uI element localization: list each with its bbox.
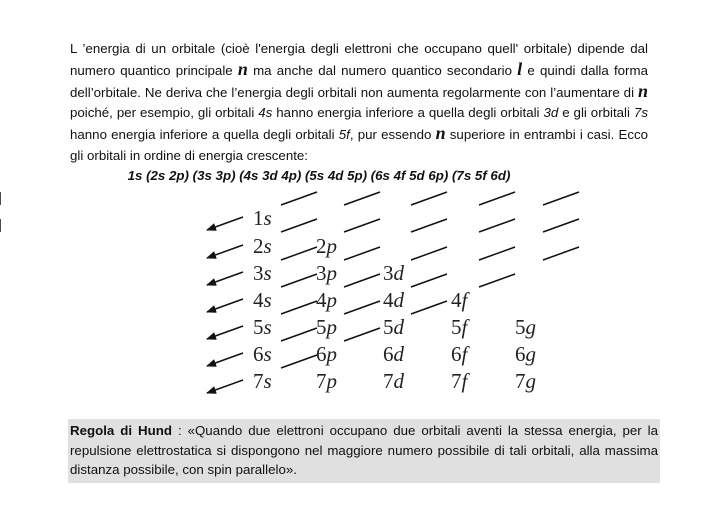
orbital-6d: 6d bbox=[383, 342, 404, 366]
orbital-6s: 6s bbox=[253, 342, 272, 366]
filling-arrow bbox=[207, 217, 243, 230]
orbital-3d: 3d bbox=[543, 105, 559, 121]
filling-arrow-segment bbox=[479, 247, 515, 260]
orbital-6p: 6p bbox=[316, 342, 337, 366]
filling-arrow-segment bbox=[281, 301, 317, 314]
orbital-energy-sequence: 1s (2s 2p) (3s 3p) (4s 3d 4p) (5s 4d 5p) (6s 4f 5d 6p) (7s 5f 6d) bbox=[127, 168, 511, 183]
orbital-7g: 7g bbox=[515, 369, 536, 393]
orbital-4s: 4s bbox=[253, 288, 272, 312]
intro-s4: poiché, per esempio, gli orbitali bbox=[70, 105, 255, 121]
orbital-4d: 4d bbox=[383, 288, 404, 312]
intro-s1: L ’energia di un orbitale (cioè l'energia degli elettroni che occupano quell' orbitale) dipende dal numero quantico principale bbox=[70, 41, 648, 78]
filling-arrow-segment bbox=[344, 219, 380, 232]
hund-rule-box bbox=[68, 419, 660, 483]
intro-s5: hanno energia inferiore a quella degli orbitali bbox=[276, 105, 540, 121]
filling-arrow bbox=[207, 380, 243, 393]
orbital-7d: 7d bbox=[383, 369, 404, 393]
filling-arrow bbox=[207, 353, 243, 366]
hund-rule-text: : «Quando due elettroni occupano due orbitali aventi la stessa energia, per la repulsione elettrostatica si dispongono nel maggiore numero possibile di tali orbitali, alla massima distanza possibile, con spin parallelo». bbox=[70, 423, 658, 477]
filling-arrow-segment bbox=[344, 301, 380, 314]
orbital-1s: 1s bbox=[253, 206, 272, 230]
orbital-5f: 5f bbox=[451, 315, 468, 339]
orbital-5s: 5s bbox=[253, 315, 272, 339]
orbital-4s: 4s bbox=[258, 105, 273, 121]
orbital-2p: 2p bbox=[316, 234, 337, 258]
filling-arrow-segment bbox=[281, 274, 317, 287]
filling-arrow-segment bbox=[543, 219, 579, 232]
orbital-3p: 3p bbox=[316, 261, 337, 285]
filling-arrow-segment bbox=[411, 301, 447, 314]
filling-arrow bbox=[207, 245, 243, 258]
intro-s9: superiore in entrambi i casi. Ecco gli orbitali in ordine di energia crescente: bbox=[70, 127, 649, 163]
filling-arrow-segment bbox=[411, 274, 447, 287]
filling-arrow bbox=[207, 299, 243, 312]
orbital-7s: 7s bbox=[253, 369, 272, 393]
orbital-5p: 5p bbox=[316, 315, 337, 339]
orbital-7p: 7p bbox=[316, 369, 337, 393]
orbital-4f: 4f bbox=[451, 288, 468, 312]
filling-arrow-segment bbox=[281, 247, 317, 260]
filling-arrow-segment bbox=[344, 328, 380, 341]
filling-arrow-segment bbox=[479, 192, 515, 205]
filling-arrow-segment bbox=[543, 192, 579, 205]
intro-s7: hanno energia inferiore a quella degli orbitali bbox=[70, 127, 335, 143]
intro-s8: , pur essendo bbox=[349, 127, 432, 143]
filling-arrow-segment bbox=[344, 247, 380, 260]
intro-s2: ma anche dal numero quantico secondario bbox=[253, 62, 512, 78]
filling-arrow-segment bbox=[281, 355, 317, 368]
filling-arrow-segment bbox=[344, 192, 380, 205]
quantum-n-symbol: n bbox=[237, 58, 248, 79]
hund-rule-label: Regola di Hund bbox=[70, 423, 172, 438]
filling-arrow-segment bbox=[479, 219, 515, 232]
intro-s6: e gli orbitali bbox=[562, 105, 630, 121]
filling-arrow bbox=[207, 272, 243, 285]
filling-arrow-segment bbox=[479, 274, 515, 287]
intro-paragraph bbox=[70, 39, 648, 167]
orbital-6f: 6f bbox=[451, 342, 468, 366]
filling-arrow-segment bbox=[344, 274, 380, 287]
filling-arrow-segment bbox=[281, 328, 317, 341]
orbital-4p: 4p bbox=[316, 288, 337, 312]
filling-arrow-segment bbox=[411, 219, 447, 232]
aufbau-diagram bbox=[0, 185, 728, 415]
intro-s3: e quindi dalla forma dell’orbitale. Ne deriva che l’energia degli orbitali non aumenta regolarmente con l’aumentare di bbox=[70, 62, 648, 100]
orbital-2s: 2s bbox=[253, 234, 272, 258]
orbital-5d: 5d bbox=[383, 315, 404, 339]
orbital-3d: 3d bbox=[383, 261, 404, 285]
orbital-5f: 5f bbox=[338, 127, 350, 143]
orbital-5g: 5g bbox=[515, 315, 536, 339]
filling-arrow-segment bbox=[281, 192, 317, 205]
filling-arrow bbox=[207, 326, 243, 339]
filling-arrow-segment bbox=[411, 247, 447, 260]
quantum-l-symbol: l bbox=[517, 58, 523, 79]
orbital-7s: 7s bbox=[633, 105, 648, 121]
orbital-3s: 3s bbox=[253, 261, 272, 285]
quantum-n-symbol: n bbox=[637, 80, 648, 101]
filling-arrow-segment bbox=[411, 192, 447, 205]
filling-arrow-segment bbox=[543, 247, 579, 260]
orbital-7f: 7f bbox=[451, 369, 468, 393]
orbital-6g: 6g bbox=[515, 342, 536, 366]
filling-arrow-segment bbox=[281, 219, 317, 232]
quantum-n-symbol: n bbox=[435, 123, 446, 144]
